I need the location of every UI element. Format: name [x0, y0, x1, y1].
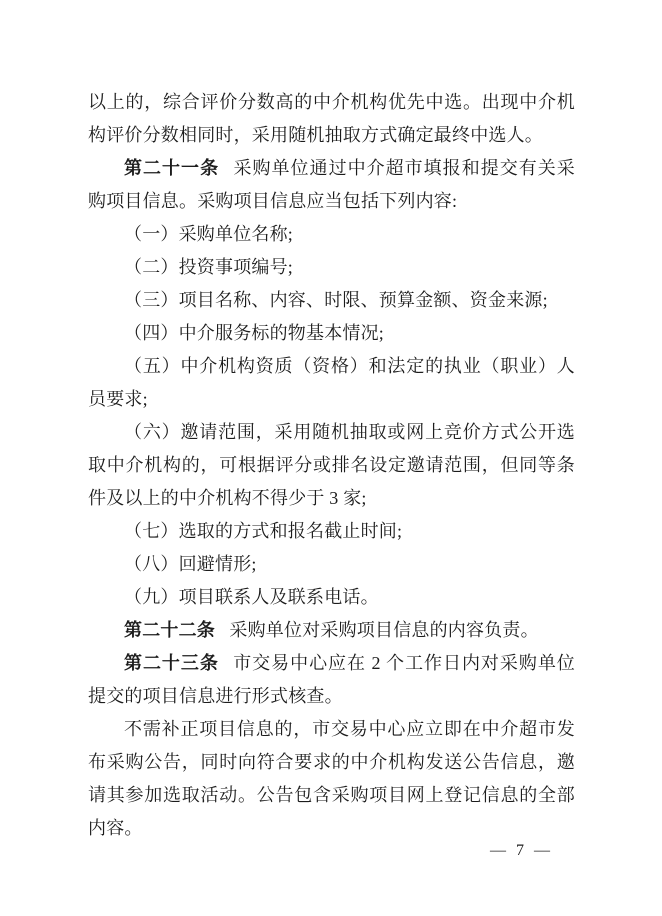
document-body [88, 86, 575, 845]
article-23-text: 市交易中心应在 2 个工作日内对采购单位提交的项目信息进行形式核查。 [88, 653, 575, 706]
list-item-text: （六）邀请范围，采用随机抽取或网上竞价方式公开选取中介机构的，可根据评分或排名设定邀请范围，但同等条件及以上的中介机构不得少于 3 家; [88, 422, 575, 508]
article-21-number: 第二十一条 [124, 158, 220, 178]
list-item-3 [88, 284, 575, 317]
paragraph-text: 以上的，综合评价分数高的中介机构优先中选。出现中介机构评价分数相同时，采用随机抽取方式确定最终中选人。 [88, 92, 575, 145]
list-item-text: （一）采购单位名称; [124, 224, 293, 244]
article-22-paragraph [88, 614, 575, 647]
list-item-text: （二）投资事项编号; [124, 257, 293, 277]
list-item-text: （四）中介服务标的物基本情况; [124, 323, 384, 343]
body-paragraph [88, 713, 575, 845]
list-item-7 [88, 515, 575, 548]
list-item-5 [88, 350, 575, 416]
list-item-8 [88, 548, 575, 581]
page-number: — 7 — [490, 842, 553, 859]
list-item-text: （七）选取的方式和报名截止时间; [124, 521, 403, 541]
list-item-1 [88, 218, 575, 251]
list-item-text: （八）回避情形; [124, 554, 257, 574]
paragraph-continuation [88, 86, 575, 152]
paragraph-text: 不需补正项目信息的，市交易中心应立即在中介超市发布采购公告，同时向符合要求的中介机构发送公告信息，邀请其参加选取活动。公告包含采购项目网上登记信息的全部内容。 [88, 719, 575, 838]
list-item-text: （九）项目联系人及联系电话。 [124, 587, 379, 607]
article-22-text: 采购单位对采购项目信息的内容负责。 [229, 620, 539, 640]
article-23-paragraph [88, 647, 575, 713]
article-21-paragraph [88, 152, 575, 218]
list-item-2 [88, 251, 575, 284]
list-item-9 [88, 581, 575, 614]
list-item-text: （五）中介机构资质（资格）和法定的执业（职业）人员要求; [88, 356, 575, 409]
list-item-text: （三）项目名称、内容、时限、预算金额、资金来源; [124, 290, 548, 310]
article-23-number: 第二十三条 [124, 653, 219, 673]
article-21-text: 采购单位通过中介超市填报和提交有关采购项目信息。采购项目信息应当包括下列内容: [88, 158, 575, 211]
article-22-number: 第二十二条 [124, 620, 215, 640]
list-item-4 [88, 317, 575, 350]
list-item-6 [88, 416, 575, 515]
